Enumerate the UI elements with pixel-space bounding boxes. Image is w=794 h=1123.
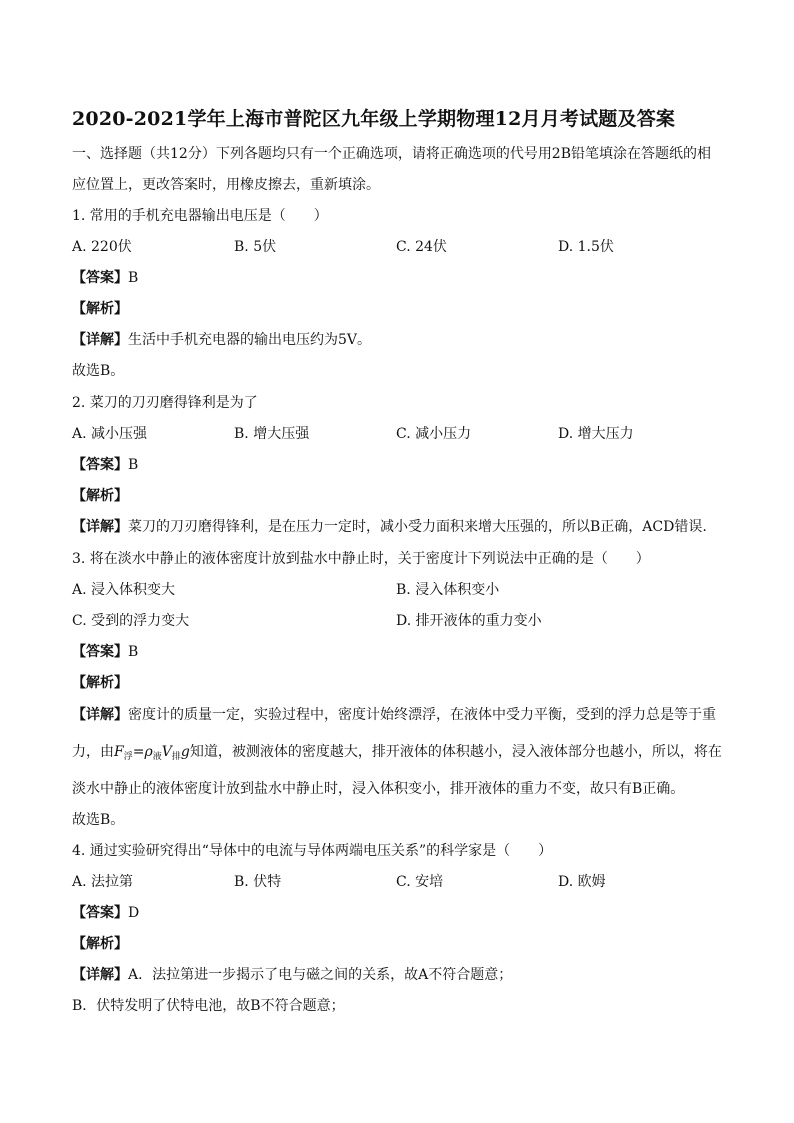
q4-detail-a-text: A．法拉第进一步揭示了电与磁之间的关系，故A不符合题意；: [128, 967, 513, 983]
q4-option-a: A. 法拉第: [72, 874, 134, 890]
q3-detail-line-1: [72, 706, 716, 724]
q4-option-c: C. 安培: [396, 874, 444, 890]
answer-label: 【答案】: [72, 644, 128, 660]
formula-eq: =: [132, 744, 145, 760]
q2-option-d: D. 增大压力: [558, 426, 634, 442]
q3-conclusion: 故选B。: [72, 812, 125, 828]
detail-label: 【详解】: [72, 707, 128, 723]
q1-options: [72, 238, 732, 256]
q3-option-a: A. 浸入体积变大: [72, 582, 176, 598]
q3-options-row-1: [72, 581, 732, 599]
q4-answer-value: D: [128, 905, 140, 921]
q3-stem: 3. 将在淡水中静止的液体密度计放到盐水中静止时，关于密度计下列说法中正确的是（ ）: [72, 551, 650, 567]
q2-detail: [72, 518, 707, 536]
buoyancy-formula: [114, 744, 190, 760]
q3-detail-line-2: [72, 743, 722, 766]
analysis-label: 【解析】: [72, 301, 128, 317]
q4-detail-a: [72, 966, 512, 984]
formula-f: F: [114, 744, 124, 760]
detail-label: 【详解】: [72, 967, 128, 983]
q3-analysis: [72, 674, 128, 692]
q2-option-b: B. 增大压强: [234, 426, 310, 442]
q3-detail-text-2-pre: 力，由: [72, 744, 114, 760]
q1-answer: [72, 269, 138, 287]
detail-label: 【详解】: [72, 519, 128, 535]
q1-option-a: A. 220伏: [72, 239, 132, 255]
q2-option-a: A. 减小压强: [72, 426, 148, 442]
answer-label: 【答案】: [72, 905, 128, 921]
q1-analysis: [72, 300, 128, 318]
section-intro-line-2: 应位置上，更改答案时，用橡皮擦去，重新填涂。: [72, 177, 380, 193]
q1-detail: [72, 331, 371, 349]
q2-answer-value: B: [128, 457, 139, 473]
formula-f-sub: 浮: [123, 752, 133, 762]
q1-stem: 1. 常用的手机充电器输出电压是（ ）: [72, 208, 328, 224]
q1-conclusion: 故选B。: [72, 363, 125, 379]
formula-rho: ρ: [144, 744, 153, 760]
q1-option-c: C. 24伏: [396, 239, 447, 255]
q2-detail-text: 菜刀的刀刃磨得锋利，是在压力一定时，减小受力面积来增大压强的，所以B正确，ACD错误.: [128, 519, 707, 535]
analysis-label: 【解析】: [72, 675, 128, 691]
page-title: 2020-2021学年上海市普陀区九年级上学期物理12月月考试题及答案: [72, 108, 676, 130]
formula-v: V: [161, 744, 172, 760]
q1-option-d: D. 1.5伏: [558, 239, 614, 255]
q1-detail-text: 生活中手机充电器的输出电压约为5V。: [128, 332, 372, 348]
formula-v-sub: 排: [171, 752, 181, 762]
q2-options: [72, 425, 732, 443]
q1-answer-value: B: [128, 270, 139, 286]
q2-analysis: [72, 487, 128, 505]
q2-answer: [72, 456, 138, 474]
q2-stem: 2. 菜刀的刀刃磨得锋利是为了: [72, 395, 258, 411]
q2-option-c: C. 减小压力: [396, 426, 472, 442]
answer-label: 【答案】: [72, 457, 128, 473]
q3-option-c: C. 受到的浮力变大: [72, 613, 190, 629]
q3-option-d: D. 排开液体的重力变小: [396, 613, 542, 629]
answer-label: 【答案】: [72, 270, 128, 286]
q4-detail-b: B．伏特发明了伏特电池，故B不符合题意；: [72, 998, 345, 1014]
formula-g: g: [180, 744, 190, 760]
analysis-label: 【解析】: [72, 936, 128, 952]
q4-option-d: D. 欧姆: [558, 874, 606, 890]
q1-option-b: B. 5伏: [234, 239, 277, 255]
q4-analysis: [72, 935, 128, 953]
q3-option-b: B. 浸入体积变小: [396, 582, 500, 598]
formula-rho-sub: 液: [152, 752, 162, 762]
q3-options-row-2: [72, 612, 732, 630]
q3-detail-text-2-post: 知道，被测液体的密度越大，排开液体的体积越小，浸入液体部分也越小，所以，将在: [189, 744, 722, 760]
q4-options: [72, 873, 732, 891]
section-intro-line-1: 一、选择题（共12分）下列各题均只有一个正确选项，请将正确选项的代号用2B铅笔填涂在答题纸的相: [72, 146, 712, 162]
analysis-label: 【解析】: [72, 488, 128, 504]
q3-detail-line-3: 淡水中静止的液体密度计放到盐水中静止时，浸入体积变小，排开液体的重力不变，故只有B正确。: [72, 781, 685, 797]
q4-option-b: B. 伏特: [234, 874, 282, 890]
q4-stem: 4. 通过实验研究得出“导体中的电流与导体两端电压关系”的科学家是（ ）: [72, 843, 553, 859]
q4-answer: [72, 904, 139, 922]
q3-detail-text-1: 密度计的质量一定，实验过程中，密度计始终漂浮，在液体中受力平衡，受到的浮力总是等于重: [128, 707, 716, 723]
q3-answer: [72, 643, 138, 661]
q3-answer-value: B: [128, 644, 139, 660]
detail-label: 【详解】: [72, 332, 128, 348]
